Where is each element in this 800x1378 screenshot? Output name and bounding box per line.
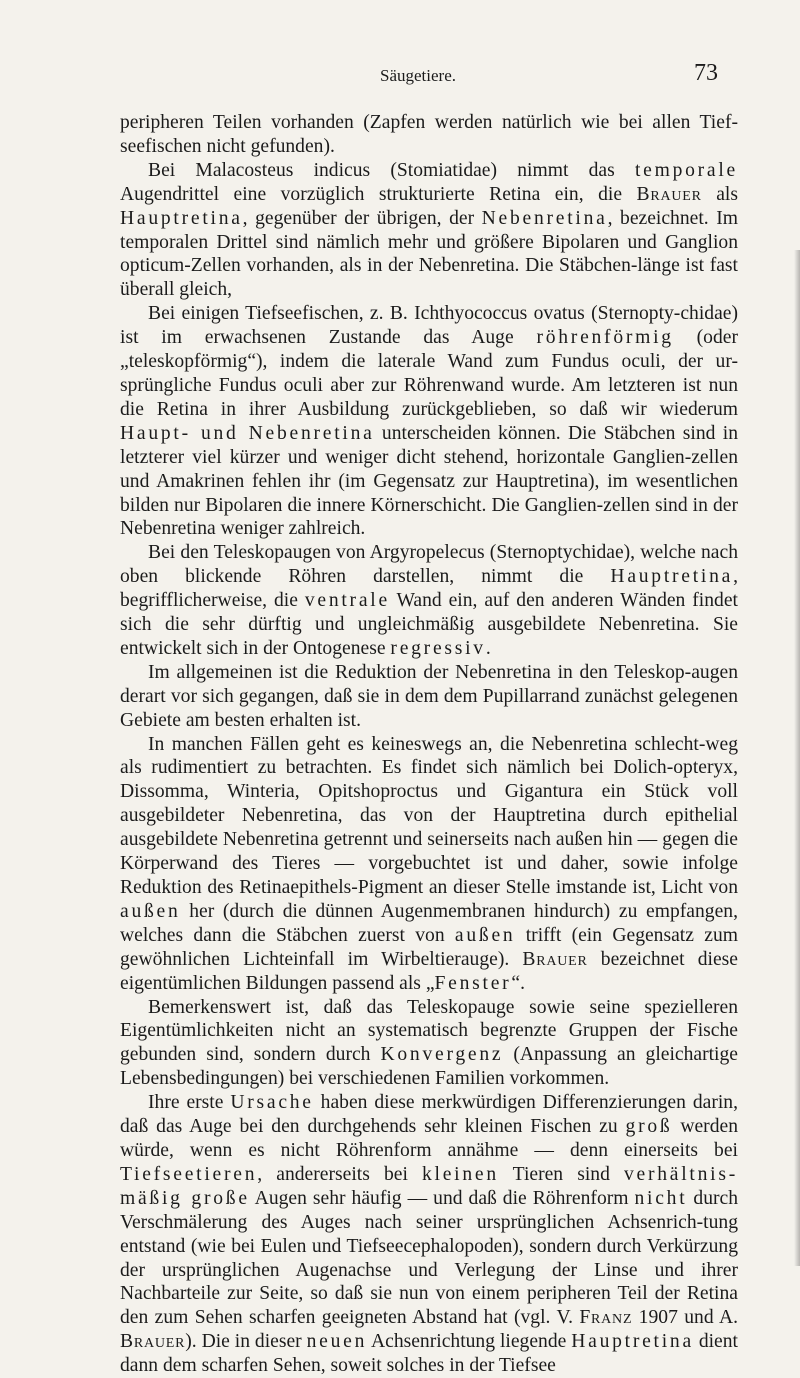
text-run: Bei den Teleskopaugen von Argyropelecus (Sternoptychidae), welche nach oben blickende Röhren darstellen, nimmt die xyxy=(120,542,738,588)
text-run: (Anpassung an gleichartige Lebensbedingungen) bei verschiedenen Familien vorkommen. xyxy=(120,1044,738,1090)
text-run: werden würde, wenn es nicht Röhrenform annähme — denn einerseits bei xyxy=(120,1116,738,1161)
author-name: Brauer xyxy=(120,1331,186,1353)
spaced-emphasis: temporale xyxy=(634,159,738,181)
text-run: trifft (ein Gegensatz zum gewöhnlichen Lichteinfall im Wirbeltierauge). xyxy=(120,924,738,970)
spaced-emphasis: ventrale xyxy=(304,590,390,612)
text-run: , andererseits bei xyxy=(257,1163,423,1185)
text-run: bezeichnet diese eigentümlichen Bildungen passend als „ xyxy=(120,948,738,994)
spaced-emphasis: Hauptretina xyxy=(610,566,734,588)
spaced-emphasis: Hauptretina xyxy=(571,1331,694,1353)
spaced-emphasis: außen xyxy=(120,900,181,922)
text-run: Im allgemeinen ist die Reduktion der Nebenretina in den Teleskop-augen derart vor sich gegangen, daß sie in dem dem Pupillarrand zunächst gelegenen Gebiete am besten erhalten ist. xyxy=(120,661,738,731)
text-run: Bei einigen Tiefseefischen, z. B. Ichthyococcus ovatus (Sternopty-chidae) ist im erwachsenen Zustande das Auge xyxy=(120,303,738,349)
text-run: ). Die in dieser xyxy=(185,1331,307,1353)
author-name: Brauer xyxy=(636,183,702,205)
spaced-emphasis: Ursache xyxy=(230,1092,314,1114)
spaced-emphasis: Nebenretina xyxy=(481,207,608,229)
text-run: peripheren Teilen vorhanden (Zapfen werden natürlich wie bei allen Tief-seefischen nicht gefunden). xyxy=(120,112,738,157)
spaced-emphasis: Konvergenz xyxy=(380,1044,504,1066)
paragraph xyxy=(120,111,738,159)
text-run: Bei Malacosteus indicus (Stomiatidae) nimmt das xyxy=(148,159,635,181)
spaced-emphasis: verhältnis-mäßig große xyxy=(120,1163,738,1209)
paragraph xyxy=(120,661,738,733)
text-run: Augen sehr häufig — und daß die Röhrenform xyxy=(249,1187,635,1209)
spaced-emphasis: Tiefseetieren xyxy=(120,1163,258,1185)
spaced-emphasis: neuen xyxy=(306,1331,368,1353)
spaced-emphasis: kleinen xyxy=(422,1163,499,1185)
text-run: . xyxy=(485,637,491,659)
text-run: , bezeichnet. Im temporalen Drittel sind nämlich mehr und größere Bipolaren und Ganglion opticum-Zellen vorhanden, als in der Nebenretina. Die Stäbchen-länge ist fast überall gleich, xyxy=(120,207,738,301)
text-run: dient dann dem scharfen Sehen, soweit solches in der Tiefsee xyxy=(120,1331,738,1377)
running-head: Säugetiere. xyxy=(380,66,456,85)
text-run: In manchen Fällen geht es keineswegs an, die Nebenretina schlecht-weg als rudimentiert zu betrachten. Es findet sich nämlich bei Dolich-opteryx, Dissomma, Winteria, Opitshoproctus und Gigantura ein Stück voll ausgebildeter Nebenretina, das von der Hauptretina durch epithelial ausgebildete Nebenretina getrennt und seinerseits nach außen hin — gegen die Körperwand des Tieres — vorgebuchtet ist und daher, sowie infolge Reduktion des Retinaepithels-Pigment an dieser Stelle imstande ist, Licht von xyxy=(120,733,738,898)
spaced-emphasis: außen xyxy=(454,924,516,946)
paragraph xyxy=(120,1091,738,1378)
text-run: 1907 und A. xyxy=(632,1307,738,1329)
text-run: durch Verschmälerung des Auges nach seiner ursprünglichen Achsenrich-tung entstand (wie bei Eulen und Tiefseecephalopoden), sondern durch Verkürzung der ursprünglichen Augenachse und Verlegung der Linse und ihrer Nachbarteile zur Seite, so daß sie nun von einem peripheren Teil der Retina den zum Sehen scharfen geeigneten Abstand hat (vgl. V. xyxy=(120,1187,739,1329)
paragraph xyxy=(120,159,738,302)
text-run: Tieren sind xyxy=(498,1163,625,1185)
text-run: Bemerkenswert ist, daß das Teleskopauge sowie seine spezielleren Eigentümlichkeiten nicht an systematisch begrenzte Gruppen der Fische gebunden sind, sondern durch xyxy=(120,996,738,1066)
paragraph xyxy=(120,302,738,541)
author-name: Franz xyxy=(579,1307,633,1329)
text-run: unterscheiden können. Die Stäbchen sind in letzterer viel kürzer und weniger dicht stehend, horizontale Ganglien-zellen und Amakrinen fehlen ihr (im Gegensatz zur Hauptretina), im wesentlichen bilden nur Bipolaren die innere Körnerschicht. Die Ganglien-zellen sind in der Nebenretina weniger zahlreich. xyxy=(120,422,738,540)
text-run: Augendrittel eine vorzüglich strukturierte Retina ein, die xyxy=(120,183,637,205)
spaced-emphasis: groß xyxy=(625,1116,673,1138)
paragraph xyxy=(120,996,738,1092)
text-run: Ihre erste xyxy=(148,1092,231,1114)
page-number: 73 xyxy=(694,60,718,86)
text-run: “. xyxy=(511,972,526,994)
paragraph xyxy=(120,733,738,996)
spaced-emphasis: röhrenförmig xyxy=(536,327,674,349)
text-run: haben diese merkwürdigen Differenzierungen darin, daß das Auge bei den durchgehends sehr kleinen Fischen zu xyxy=(120,1092,738,1138)
page-edge-shadow xyxy=(794,250,800,1266)
text-run: Achsenrichtung liegende xyxy=(367,1331,572,1353)
spaced-emphasis: nicht xyxy=(634,1187,688,1209)
author-name: Brauer xyxy=(522,948,588,970)
text-run: , gegenüber der übrigen, der xyxy=(242,207,482,229)
spaced-emphasis: regressiv xyxy=(390,637,486,659)
text-run: her (durch die dünnen Augenmembranen hindurch) zu empfangen, welches dann die Stäbchen zuerst von xyxy=(120,900,738,946)
spaced-emphasis: Haupt- und Nebenretina xyxy=(120,422,375,444)
text-run: , begrifflicherweise, die xyxy=(120,566,738,612)
page-header xyxy=(118,60,718,100)
text-run: (oder „teleskopförmig“), indem die laterale Wand zum Fundus oculi, der ur-sprüngliche Fundus oculi aber zur Röhrenwand wurde. Am letzteren ist nun die Retina in ihrer Ausbildung zurückgeblieben, so daß wir wiederum xyxy=(120,327,738,420)
text-run: Wand ein, auf den anderen Wänden findet sich die sehr dürftig und ungleichmäßig ausgebildete Nebenretina. Sie entwickelt sich in der Ontogenese xyxy=(120,590,738,659)
spaced-emphasis: Hauptretina xyxy=(120,207,243,229)
paragraph xyxy=(120,541,738,661)
text-run: als xyxy=(701,183,738,205)
spaced-emphasis: Fenster xyxy=(434,972,512,994)
body-text xyxy=(120,111,738,1378)
